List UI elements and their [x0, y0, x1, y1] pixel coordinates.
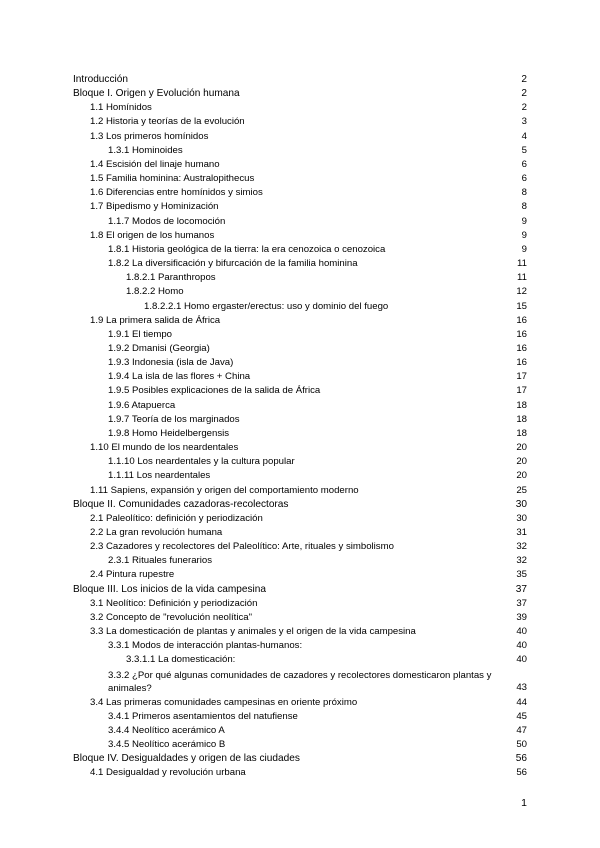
toc-entry-title: 1.1 Homínidos: [90, 102, 152, 114]
toc-entry[interactable]: [73, 653, 527, 667]
toc-entry-page: 37: [515, 583, 527, 595]
toc-entry-page: 2: [521, 88, 527, 100]
toc-entry-title: 3.3 La domesticación de plantas y animales y el origen de la vida campesina: [90, 626, 416, 638]
toc-entry-page: 6: [521, 158, 527, 170]
toc-entry-title: 1.9.6 Atapuerca: [108, 399, 176, 411]
toc-entry-title: 1.8.2.1 Paranthropos: [126, 272, 216, 284]
toc-entry-page: 18: [516, 413, 527, 425]
toc-entry-page: 44: [516, 696, 527, 708]
toc-entry[interactable]: [73, 554, 527, 568]
toc-entry[interactable]: [73, 158, 527, 172]
toc-entry-title: 3.3.1 Modos de interacción plantas-humanos:: [108, 640, 303, 652]
toc-entry-title: 1.5 Familia hominina: Australopithecus: [90, 173, 255, 185]
toc-entry-page: 20: [516, 470, 527, 482]
toc-entry[interactable]: [73, 73, 527, 87]
toc-entry-title: 3.1 Neolítico: Definición y periodización: [90, 597, 258, 609]
toc-entry[interactable]: [73, 427, 527, 441]
toc-entry-page: 2: [521, 74, 527, 85]
toc-entry-title: 3.2 Concepto de "revolución neolítica": [90, 611, 253, 623]
toc-entry-title: Bloque III. Los inicios de la vida campesina: [73, 583, 267, 595]
toc-entry-page: 12: [516, 286, 527, 298]
toc-entry-page: 40: [516, 626, 527, 638]
toc-entry-page: 35: [516, 569, 527, 581]
toc-entry[interactable]: [73, 342, 527, 356]
toc-entry-title: 3.3.1.1 La domesticación:: [126, 654, 236, 666]
toc-entry[interactable]: [73, 130, 527, 144]
toc-entry[interactable]: [73, 87, 527, 101]
toc-entry-title: 1.1.11 Los neardentales: [108, 470, 211, 482]
toc-entry-title: 1.8.1 Historia geológica de la tierra: la era cenozoica o cenozoica: [108, 243, 386, 255]
toc-entry-page: 56: [515, 753, 527, 765]
toc-entry[interactable]: [73, 738, 527, 752]
toc-entry-page: 9: [521, 229, 527, 241]
toc-entry[interactable]: [73, 300, 527, 314]
toc-entry[interactable]: [73, 484, 527, 498]
page-number: 1: [521, 797, 527, 809]
toc-entry[interactable]: [73, 356, 527, 370]
toc-entry[interactable]: [73, 710, 527, 724]
toc-entry-page: 8: [521, 201, 527, 213]
toc-entry-page: 3: [521, 116, 527, 128]
toc-entry-page: 43: [516, 681, 527, 693]
toc-entry[interactable]: [73, 229, 527, 243]
toc-entry[interactable]: [73, 186, 527, 200]
toc-entry-page: 16: [516, 328, 527, 340]
toc-entry-title: 2.3 Cazadores y recolectores del Paleolítico: Arte, rituales y simbolismo: [90, 541, 394, 553]
toc-entry-page: 6: [521, 173, 527, 185]
toc-entry-title: 3.4 Las primeras comunidades campesinas en oriente próximo: [90, 696, 358, 708]
toc-entry[interactable]: [73, 583, 527, 597]
toc-entry-page: 50: [516, 739, 527, 751]
toc-entry[interactable]: [73, 540, 527, 554]
toc-entry-title: 2.1 Paleolítico: definición y periodización: [90, 512, 263, 524]
toc-entry-title: Bloque I. Origen y Evolución humana: [73, 88, 240, 100]
toc-entry[interactable]: [73, 271, 527, 285]
toc-entry-title: 3.4.4 Neolítico acerámico A: [108, 724, 225, 736]
toc-entry-page: 9: [521, 215, 527, 227]
toc-entry[interactable]: [73, 144, 527, 158]
toc-entry[interactable]: [73, 384, 527, 398]
toc-entry[interactable]: [73, 101, 527, 115]
toc-entry[interactable]: [73, 752, 527, 766]
toc-entry-page: 4: [521, 130, 527, 142]
toc-entry[interactable]: [73, 115, 527, 129]
toc-entry-page: 9: [521, 243, 527, 255]
toc-entry-title: 1.9.1 El tiempo: [108, 328, 172, 340]
toc-entry-page: 2: [521, 102, 527, 114]
toc-entry[interactable]: [73, 200, 527, 214]
toc-entry-title: Bloque IV. Desigualdades y origen de las ciudades: [73, 753, 300, 765]
toc-entry[interactable]: [73, 469, 527, 483]
toc-entry-title: 1.9.8 Homo Heidelbergensis: [108, 427, 230, 439]
toc-entry[interactable]: [73, 172, 527, 186]
toc-entry-title: 1.1.10 Los neardentales y la cultura popular: [108, 456, 295, 468]
toc-entry-page: 20: [516, 456, 527, 468]
toc-entry-page: 18: [516, 399, 527, 411]
toc-entry-page: 8: [521, 187, 527, 199]
toc-entry-page: 37: [516, 597, 527, 609]
toc-entry-page: 40: [516, 654, 527, 666]
toc-entry-page: 47: [516, 724, 527, 736]
toc-entry-title: 1.9.2 Dmanisi (Georgia): [108, 342, 210, 354]
toc-entry-title: 1.9.3 Indonesia (isla de Java): [108, 357, 234, 369]
toc-entry-title: 1.7 Bipedismo y Hominización: [90, 201, 219, 213]
toc-entry-title: 3.4.5 Neolítico acerámico B: [108, 739, 226, 751]
toc-entry-title: 1.2 Historia y teorías de la evolución: [90, 116, 245, 128]
toc-entry[interactable]: [73, 314, 527, 328]
toc-entry[interactable]: [73, 724, 527, 738]
toc-entry-title: 1.10 El mundo de los neardentales: [90, 442, 239, 454]
toc-entry-page: 39: [516, 611, 527, 623]
toc-entry[interactable]: [73, 696, 527, 710]
toc-entry-title: 1.1.7 Modos de locomoción: [108, 215, 226, 227]
toc-entry-title: 1.9.4 La isla de las flores + China: [108, 371, 251, 383]
toc-entry-page: 45: [516, 710, 527, 722]
toc-entry-page: 56: [516, 767, 527, 779]
toc-entry[interactable]: [73, 766, 527, 780]
toc-entry-title: 1.9 La primera salida de África: [90, 314, 221, 326]
toc-entry[interactable]: [73, 243, 527, 257]
toc-entry[interactable]: [73, 568, 527, 582]
toc-entry-page: 20: [516, 442, 527, 454]
toc-entry[interactable]: [73, 611, 527, 625]
toc-entry[interactable]: [73, 455, 527, 469]
toc-entry-page: 30: [515, 498, 527, 510]
toc-entry-title: 1.4 Escisión del linaje humano: [90, 158, 220, 170]
toc-entry[interactable]: [73, 512, 527, 526]
toc-entry[interactable]: [73, 413, 527, 427]
toc-entry-title: Introducción: [73, 74, 128, 85]
toc-entry-title: 2.4 Pintura rupestre: [90, 569, 175, 581]
toc-entry-title: 1.8.2.2 Homo: [126, 286, 184, 298]
toc-entry-title: 1.9.7 Teoría de los marginados: [108, 413, 240, 425]
toc-entry-title: 2.2 La gran revolución humana: [90, 527, 223, 538]
toc-entry-title: 3.4.1 Primeros asentamientos del natufiense: [108, 710, 298, 722]
toc-entry-page: 17: [516, 371, 527, 383]
toc-entry-title: 1.8.2.2.1 Homo ergaster/erectus: uso y dominio del fuego: [144, 300, 389, 312]
toc-entry-page: 16: [516, 314, 527, 326]
toc-entry-title: Bloque II. Comunidades cazadoras-recolectoras: [73, 498, 289, 510]
toc-entry-page: 11: [517, 272, 527, 284]
toc-entry-page: 25: [516, 484, 527, 496]
toc-entry[interactable]: [73, 370, 527, 384]
toc-entry[interactable]: [73, 328, 527, 342]
toc-entry-page: 18: [516, 427, 527, 439]
toc-entry[interactable]: [73, 215, 527, 229]
toc-entry-page: 16: [516, 342, 527, 354]
toc-entry-page: 30: [516, 512, 527, 524]
toc-entry-title: 1.3 Los primeros homínidos: [90, 130, 209, 142]
table-of-contents: [73, 73, 527, 781]
toc-entry-page: 15: [516, 300, 527, 312]
toc-entry[interactable]: [73, 597, 527, 611]
toc-entry[interactable]: [73, 639, 527, 653]
toc-entry-title: 1.6 Diferencias entre homínidos y simios: [90, 187, 263, 199]
toc-entry-page: 32: [516, 555, 527, 567]
toc-entry-page: 32: [516, 541, 527, 553]
toc-entry[interactable]: [73, 285, 527, 299]
toc-entry[interactable]: [73, 257, 527, 271]
toc-entry[interactable]: [73, 498, 527, 512]
toc-entry-title: 1.11 Sapiens, expansión y origen del comportamiento moderno: [90, 484, 359, 496]
toc-entry-page: 16: [516, 357, 527, 369]
toc-entry[interactable]: [73, 668, 527, 695]
toc-entry-page: 11: [517, 258, 527, 270]
toc-entry-page: 40: [516, 640, 527, 652]
toc-entry-title: 1.3.1 Hominoides: [108, 144, 183, 156]
toc-entry[interactable]: [73, 526, 527, 540]
toc-entry-title: 1.9.5 Posibles explicaciones de la salida de África: [108, 385, 321, 397]
toc-entry-page: 5: [521, 144, 527, 156]
toc-entry[interactable]: [73, 399, 527, 413]
toc-entry-title: 4.1 Desigualdad y revolución urbana: [90, 767, 246, 779]
toc-entry-title: 1.8.2 La diversificación y bifurcación de la familia hominina: [108, 258, 358, 270]
toc-entry-title: 3.3.2 ¿Por qué algunas comunidades de cazadores y recolectores domesticaron plantas y animales?: [108, 669, 492, 694]
toc-entry-page: 31: [516, 527, 527, 538]
toc-entry[interactable]: [73, 625, 527, 639]
toc-entry-title: 1.8 El origen de los humanos: [90, 229, 215, 241]
toc-entry-page: 17: [516, 385, 527, 397]
toc-entry-title: 2.3.1 Rituales funerarios: [108, 555, 212, 567]
toc-entry[interactable]: [73, 441, 527, 455]
